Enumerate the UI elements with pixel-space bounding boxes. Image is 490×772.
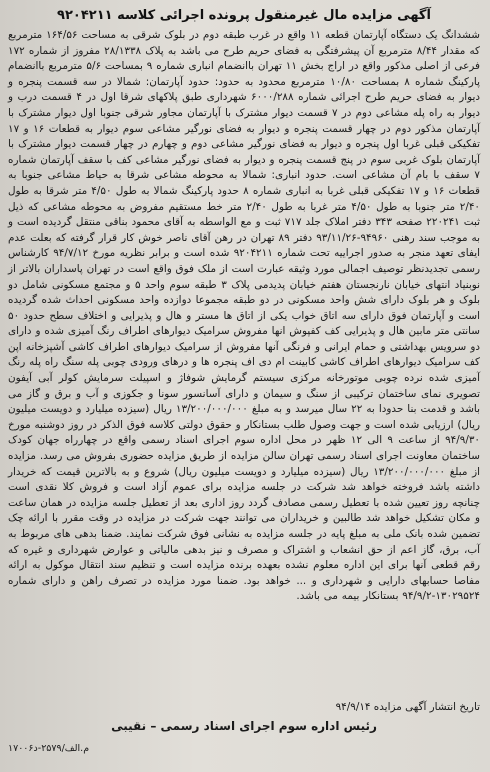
publish-date-line — [8, 700, 480, 715]
ad-code: ۱۷۰۰۶م.الف/۲۵۷۹-د — [8, 743, 90, 754]
publish-date: تاریخ انتشار آگهی مزایده ۹۴/۹/۱۴ — [335, 701, 480, 713]
signature-line: رئیس اداره سوم اجرای اسناد رسمی – نقیبی — [111, 719, 377, 733]
notice-body: ششدانگ یک دستگاه آپارتمان قطعه ۱۱ واقع در غرب طبقه دوم در بلوک شرقی به مساحت ۱۶۴/۵۶ مترمربع که مقدار ۸/۴۴ مترمربع آن پیشرفتگی به فضای حریم طرح می باشد به پلاک ۲۸/۱۳۳۸ مفروز از شماره ۱۷۲ فرعی از اصلی مذکور واقع در اراج بخش ۱۱ تهران باانضمام انباری شماره ۹ بمساحت ۵/۶ مترمربع باانضمام پارکینگ شماره ۸ بمساحت ۱۰/۸۰ مترمربع محدود به حدود: حدود آپارتمان: شمالا در سه قسمت پنجره و دیوار به فضای حریم طرح اجرائی شماره ۶۰۰۰/۲۸۸ شهرداری طبق پلاکهای شرقا اول در ۴ قسمت درب و دیوار به راه پله مشاعی دوم در ۷ قسمت دیوار مشترک با آپارتمان مجاور شرقی جنوبا اول دیوار مشترک با آپارتمان مذکور دوم در چهار قسمت پنجره و دیوار به فضای نورگیر مشاعی سوم دیوار به قطعات ۱۶ و ۱۷ تفکیکی قبلی غربا اول پنجره و دیوار به فضای نورگیر مشاعی دوم و چهارم در چهار قسمت دیوار مشترک با آپارتمان بلوک غربی سوم در پنج قسمت پنجره و دیوار به فضای نورگیر مشاعی کف با سقف آپارتمان شماره ۷ سقف با بام آن مشاعی است. حدود انباری: شمالا به محوطه مشاعی شرقا به حیاط مشاعی جنوبا به قطعات ۱۶ و ۱۷ تفکیکی قبلی غربا به انباری شماره ۸ حدود پارکینگ شمالا به طول ۴/۵۰ متر شرقا به طول ۲/۴۰ متر جنوبا به طول ۴/۵۰ متر غربا به طول ۲/۴۰ متر خط مستقیم مفروض به محوطه مشاعی که ذیل ثبت ۲۲۰۲۴۱ صفحه ۳۴۳ دفتر املاک جلد ۷۱۷ ثبت و مع الواسطه به آقای محمود بناقی منتقل گردیده است و به موجب سند رهنی ۹۴۹۶۰-۹۳/۱۱/۲۶ دفتر ۸۹ تهران در رهن آقای ناصر خوش کار قرار گرفته که بعلت عدم ایفای تعهد منجر به صدور اجراییه تحت شماره ۹۲۰۴۲۱۱ شده است و برابر نظریه مورخ ۹۴/۷/۱۲ کارشناس رسمی تجدیدنظر توصیف اجمالی مورد وثیقه عبارت است از ملک فوق واقع است در تهران پاسداران بالاتر از نوبنیاد انتهای خیابان نارنجستان هفتم خیابان پدیدمی پلاک ۳ طبقه سوم واحد ۵ و مجتمع مسکونی شامل دو بلوک و هر بلوک دارای شش واحد مسکونی در دو طبقه مجموعا دوازده واحد مسکونی احداث شده گردیده است و آپارتمان فوق دارای سه اتاق خواب یکی از اتاق ها مستر و هال و پذیرایی و اختلاف سطح حدود ۵۰ سانتی متر مابین هال و پذیرایی کف کفپوش انها مفروش سرامیک دیوارهای اطراف رنگ آمیزی شده و دارای دو سرویس بهداشتی و حمام ایرانی و فرنگی آنها مفروش از سرامیک دیوارهای اطراف کاشی آشپزخانه اپن کف سرامیک دیوارهای اطراف کاشی کابینت ام دی اف پنجره ها و درهای ورودی چوبی پله سنگ راه پله رنگ آمیزی شده نرده چوبی موتورخانه مرکزی سیستم گرمایش شوفاژ و اسپیلت سرمایش کولر آبی آیفون تصویری نمای ساختمان ترکیبی از سنگ و سیمان و دارای آسانسور سونا و جکوزی و آب و برق و گاز می باشد و قدمت بنا حدودا به ۲۲ سال میرسد و به مبلغ ۱۳/۲۰۰/۰۰۰/۰۰۰ ریال (سیزده میلیارد و دویست میلیون ریال) ارزیابی شده است و جهت وصول طلب بستانکار و حقوق دولتی کلاسه فوق الذکر در روز دوشنبه مورخ ۹۴/۹/۳۰ از ساعت ۹ الی ۱۲ ظهر در محل اداره سوم اجرای اسناد رسمی واقع در چهارراه جهان کودک ساختمان معاونت اجرای اسناد رسمی تهران سالن مزایده از طریق مزایده حضوری بفروش می رسد. مزایده از مبلغ ۱۳/۲۰۰/۰۰۰/۰۰۰ ریال (سیزده میلیارد و دویست میلیون ریال) شروع و به بالاترین قیمت که خریدار داشته باشد فروخته خواهد شد شرکت در جلسه مزایده برای عموم آزاد است و فروش کلا نقدی است چنانچه روز تعیین شده با تعطیل رسمی مصادف گردد روز اداری بعد از تعطیل جلسه مزایده در همان ساعت و مکان تشکیل خواهد شد طالبین و خریداران می توانند جهت شرکت در مزایده در وقت مقرر با ارائه چک تضمین شده بانک ملی به مبلغ پایه در جلسه مزایده به نشانی فوق شرکت نمایند. ضمنا بدهی های مربوط به آب، برق، گاز اعم از حق انشعاب و اشتراک و مصرف و نیز بدهی مالیاتی و عوارض شهرداری و غیره که رقم قطعی آنها برای این اداره معلوم نشده بعهده برنده مزایده است و تنظیم سند انتقال موکول به ارائه مفاصا حسابهای دارایی و شهرداری و ... خواهد بود. ضمنا مورد مزایده در تصرف راهن و دارای شماره ۱۳۰۲۹۵۲۴-۹۴/۹/۲ بستانکار بیمه می باشد. — [8, 29, 480, 603]
notice-footer — [8, 700, 480, 756]
notice-title: آگهی مزایده مال غیرمنقول پرونده اجرائی کلاسه ۹۲۰۴۲۱۱ — [57, 8, 431, 23]
